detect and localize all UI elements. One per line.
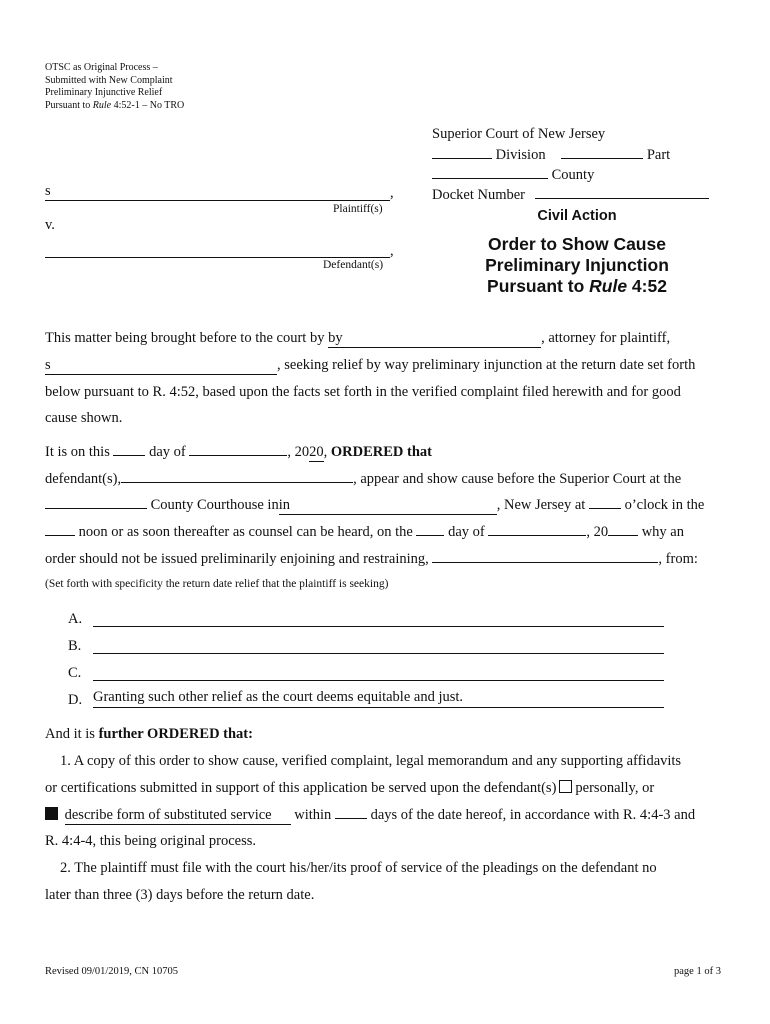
plaintiff-name-value[interactable]: s [45, 183, 51, 199]
relief-item-field[interactable]: Granting such other relief as the court deems equitable and just. [93, 689, 664, 708]
division-label: Division [495, 147, 546, 163]
plaintiff-name-field[interactable] [45, 184, 390, 201]
form-header-note [45, 62, 184, 112]
ordered-line-2: defendant(s), , appear and show cause before the Superior Court at the [45, 471, 682, 487]
return-time-field[interactable] [589, 508, 621, 509]
header-note-line: Pursuant to Rule 4:52-1 – No TRO [45, 99, 185, 111]
order-title [452, 234, 702, 297]
para1-line-2: or certifications submitted in support of this application be served upon the defendant(s) personally, or [45, 780, 655, 796]
plaintiff-label: Plaintiff(s) [333, 203, 383, 215]
para1-line-3: describe form of substituted service within days of the date hereof, in accordance with R. 4:4-3 and [45, 807, 735, 825]
relief-item-field[interactable] [93, 610, 664, 627]
service-days-field[interactable] [335, 818, 367, 819]
ordered-line-4: noon or as soon thereafter as counsel can be heard, on the day of , 20 why an [45, 524, 735, 541]
intro-line-2: s , seeking relief by way preliminary injunction at the return date set forth [45, 357, 696, 373]
relief-item-label: D. [68, 692, 83, 708]
para1-line-1: 1. A copy of this order to show cause, verified complaint, legal memorandum and any supporting affidavits [60, 753, 682, 769]
para2-line-1: 2. The plaintiff must file with the court his/her/its proof of service of the pleadings on the defendant no [60, 860, 657, 876]
order-title-line2: Preliminary Injunction [485, 255, 669, 275]
relief-item-label: C. [68, 665, 82, 681]
court-name: Superior Court of New Jersey [432, 126, 606, 142]
ordered-line-5: order should not be issued preliminarily enjoining and restraining, , from: [45, 551, 698, 567]
order-day-field[interactable] [113, 455, 145, 456]
revision-note: Revised 09/01/2019, CN 10705 [45, 966, 178, 977]
civil-action-heading: Civil Action [537, 208, 617, 224]
docket-number-field[interactable] [535, 184, 709, 199]
restrained-party-field[interactable] [432, 562, 658, 563]
further-ordered-heading: And it is further ORDERED that: [45, 726, 253, 742]
substituted-service-checkbox[interactable] [45, 807, 58, 820]
defendant-label: Defendant(s) [323, 259, 384, 271]
personally-checkbox[interactable] [559, 780, 572, 793]
header-note-line: OTSC as Original Process – [45, 62, 158, 73]
court-info-block [432, 124, 709, 204]
order-month-field[interactable] [189, 455, 287, 456]
plaintiff-relief-field[interactable]: s [45, 357, 277, 375]
page-number: page 1 of 3 [674, 966, 721, 977]
order-title-line1: Order to Show Cause [488, 234, 666, 254]
return-year-field[interactable] [608, 535, 638, 536]
ordered-line-1: It is on this day of , 2020, ORDERED that [45, 444, 432, 460]
intro-line-4: cause shown. [45, 410, 123, 426]
intro-line-1: This matter being brought before to the court by by , attorney for plaintiff, [45, 330, 671, 346]
courthouse-county-field[interactable] [45, 508, 147, 509]
relief-item-field[interactable] [93, 664, 664, 681]
specificity-instruction: (Set forth with specificity the return date relief that the plaintiff is seeking) [45, 578, 389, 590]
para2-line-2: later than three (3) days before the return date. [45, 887, 315, 903]
county-field[interactable] [432, 164, 548, 179]
order-title-line3: Pursuant to Rule 4:52 [487, 276, 667, 296]
intro-line-3: below pursuant to R. 4:52, based upon the facts set forth in the verified complaint filed herewith and for good [45, 384, 681, 400]
docket-label: Docket Number [432, 187, 526, 203]
return-day-field[interactable] [416, 535, 444, 536]
part-field[interactable] [561, 144, 643, 159]
header-note-line: Submitted with New Complaint [45, 74, 173, 86]
versus-label: v. [45, 217, 55, 233]
order-year-field[interactable]: 20 [309, 444, 324, 460]
para1-line-4: R. 4:4-4, this being original process. [45, 833, 257, 849]
defendant-appear-field[interactable] [121, 482, 353, 483]
defendant-name-field[interactable] [45, 241, 390, 258]
relief-item-field[interactable] [93, 637, 664, 654]
ordered-line-3: County Courthouse inin , New Jersey at o’clock in the [45, 497, 735, 515]
county-label: County [551, 167, 595, 183]
court-form-page: OTSC as Original Process – Submitted with New Complaint Preliminary Injunctive Relief Pursuant to Rule 4:52-1 – No TRO Superior Court of New Jersey Division Part County Docket Number s , Plaintiff(s) v. , Defendant(s) Civil Action Order to Show Cause Preliminary Injunction Pursuant to Rule 4:52 This matter being brought before to the court by by , attorney for plaintiff, s , seeking relief by way preliminary injunction at the return date set forth below pursuant to R. 4:52, based upon the facts set forth in the verified complaint filed herewith and for good cause shown. It is on this day of , 2020, ORDERED that defendant(s), , appear and show cause before the Superior Court at the County Courthouse inin , New Jersey at o’clock in the noon or as soon thereafter as counsel can be heard, on the day of , 20 why an order should not be issued preliminarily enjoining and restraining, , from: (Set forth with specificity the return date relief that the plaintiff is seeking) A. B. C. D. Granting such other relief as the court deems equitable and just. And it is further ORDERED that: 1. A copy of this order to show cause, verified complaint, legal memorandum and any supporting affidavits or certifications submitted in support of this application be served upon the defendant(s) personally, or describe form of substituted service within days of the date hereof, in accordance with R. 4:4-3 and R. 4:4-4, this being original process. 2. The plaintiff must file with the court his/her/its proof of service of the pleadings on the defendant no later than three (3) days before the return date. Revised 09/01/2019, CN 10705 page 1 of 3 [0, 0, 770, 1024]
header-note-line: Preliminary Injunctive Relief [45, 87, 163, 98]
return-month-field[interactable] [488, 535, 586, 536]
relief-item-label: A. [68, 611, 83, 627]
courthouse-city-field[interactable]: in [279, 497, 497, 515]
relief-item-label: B. [68, 638, 82, 654]
am-pm-field[interactable] [45, 535, 75, 536]
part-label: Part [646, 147, 671, 163]
division-field[interactable] [432, 144, 492, 159]
substituted-service-field[interactable]: describe form of substituted service [65, 807, 291, 825]
attorney-field[interactable]: by [328, 330, 541, 348]
